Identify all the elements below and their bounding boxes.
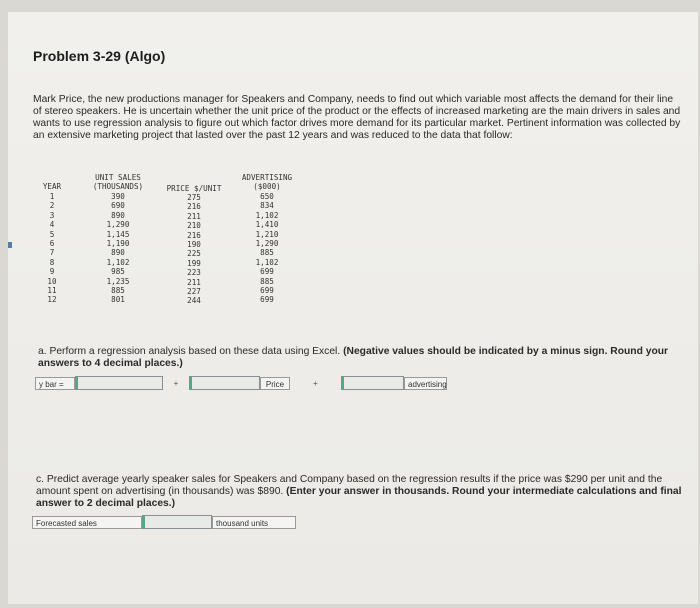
table-cell: 801 bbox=[111, 295, 125, 305]
table-cell: 7 bbox=[49, 248, 55, 258]
ybar-label: y bar = bbox=[35, 377, 75, 390]
table-cell: 9 bbox=[49, 267, 55, 277]
table-cell: 885 bbox=[111, 285, 125, 295]
table-cell: 225 bbox=[187, 249, 201, 259]
table-cell: 699 bbox=[260, 267, 274, 277]
left-edge-marker bbox=[8, 242, 12, 248]
part-c-question bbox=[36, 474, 691, 510]
table-cell: 1,145 bbox=[106, 229, 130, 239]
table-cell: 885 bbox=[260, 248, 274, 258]
table-cell: 834 bbox=[260, 201, 274, 211]
table-cell: 190 bbox=[187, 239, 201, 249]
table-cell: 650 bbox=[260, 192, 274, 201]
table-cell: 699 bbox=[260, 295, 274, 305]
part-a-question bbox=[38, 346, 693, 370]
table-cell: 1,290 bbox=[106, 220, 130, 230]
table-cell: 199 bbox=[187, 258, 201, 268]
advertising-label: advertising bbox=[404, 377, 447, 390]
table-cell: 1,190 bbox=[106, 238, 130, 248]
table-cell: 890 bbox=[111, 210, 125, 220]
problem-page bbox=[8, 12, 698, 604]
advertising-column bbox=[233, 174, 301, 305]
problem-intro: Mark Price, the new productions manager for Speakers and Company, needs to find out which variable most affects the demand for their line of stereo speakers. He is uncertain whether the unit price of the product or the effects of increased marketing are the main drivers in sales and wants to use regression analysis to figure out which factor drives more demand for its particular market. Pertinent information was collected by an extensive marketing project that lasted over the past 12 years and was reduced to the data that follow: bbox=[33, 94, 681, 141]
table-cell: 1,210 bbox=[255, 229, 279, 239]
table-cell: 890 bbox=[111, 248, 125, 258]
table-cell: 885 bbox=[260, 276, 274, 286]
price-coefficient-input[interactable] bbox=[189, 376, 260, 390]
table-cell: 4 bbox=[49, 220, 55, 230]
table-cell: 1,235 bbox=[106, 276, 130, 286]
table-cell: 1,102 bbox=[106, 257, 130, 267]
table-cell: 244 bbox=[187, 296, 201, 306]
part-c-text: c. Predict average yearly speaker sales for Speakers and Company based on the regression results if the price was $290 per unit and the amount spent on advertising (in thousands) was $890. bbox=[36, 474, 663, 497]
table-cell: 216 bbox=[187, 202, 201, 212]
regression-equation-row bbox=[35, 376, 447, 390]
thousand-units-label: thousand units bbox=[212, 516, 296, 529]
intercept-input[interactable] bbox=[75, 376, 163, 390]
advertising-header: ADVERTISING ($000) bbox=[241, 173, 293, 191]
problem-title: Problem 3-29 (Algo) bbox=[33, 48, 166, 64]
units-header: UNIT SALES (THOUSANDS) bbox=[92, 173, 144, 191]
table-cell: 690 bbox=[111, 201, 125, 211]
table-cell: 216 bbox=[187, 230, 201, 240]
part-a-text: a. Perform a regression analysis based on these data using Excel. bbox=[38, 346, 344, 357]
table-cell: 6 bbox=[49, 238, 55, 248]
table-cell: 1 bbox=[49, 192, 55, 201]
price-label: Price bbox=[260, 377, 290, 390]
part-a-instruction: (Negative values should be indicated by a minus sign. Round your answers to 4 decimal places.) bbox=[38, 346, 669, 369]
table-cell: 1,102 bbox=[255, 210, 279, 220]
table-cell: 12 bbox=[47, 295, 57, 305]
table-cell: 210 bbox=[187, 221, 201, 231]
plus-sign-2: + bbox=[313, 378, 318, 388]
table-cell: 1,102 bbox=[255, 257, 279, 267]
part-c-instruction: (Enter your answer in thousands. Round your intermediate calculations and final answer to 2 decimal places.) bbox=[36, 486, 682, 509]
table-cell: 699 bbox=[260, 285, 274, 295]
table-cell: 8 bbox=[49, 257, 55, 267]
table-cell: 211 bbox=[187, 277, 201, 287]
table-cell: 227 bbox=[187, 286, 201, 296]
year-header: YEAR bbox=[42, 182, 62, 191]
plus-sign-1: + bbox=[173, 378, 179, 388]
table-cell: 275 bbox=[187, 193, 201, 202]
forecast-row bbox=[32, 515, 296, 529]
price-column bbox=[160, 174, 228, 306]
units-column bbox=[90, 174, 146, 305]
price-header: PRICE $/UNIT bbox=[166, 184, 222, 193]
table-cell: 11 bbox=[47, 285, 57, 295]
table-cell: 10 bbox=[47, 276, 57, 286]
table-cell: 985 bbox=[111, 267, 125, 277]
table-cell: 223 bbox=[187, 268, 201, 278]
table-cell: 5 bbox=[49, 229, 55, 239]
table-cell: 3 bbox=[49, 210, 55, 220]
table-cell: 2 bbox=[49, 201, 55, 211]
table-cell: 1,290 bbox=[255, 238, 279, 248]
table-cell: 211 bbox=[187, 211, 201, 221]
table-cell: 1,410 bbox=[255, 220, 279, 230]
forecasted-sales-input[interactable] bbox=[142, 515, 212, 529]
table-cell: 390 bbox=[111, 192, 125, 201]
forecasted-sales-label: Forecasted sales bbox=[32, 516, 142, 529]
advertising-coefficient-input[interactable] bbox=[341, 376, 404, 390]
year-column bbox=[38, 174, 66, 305]
